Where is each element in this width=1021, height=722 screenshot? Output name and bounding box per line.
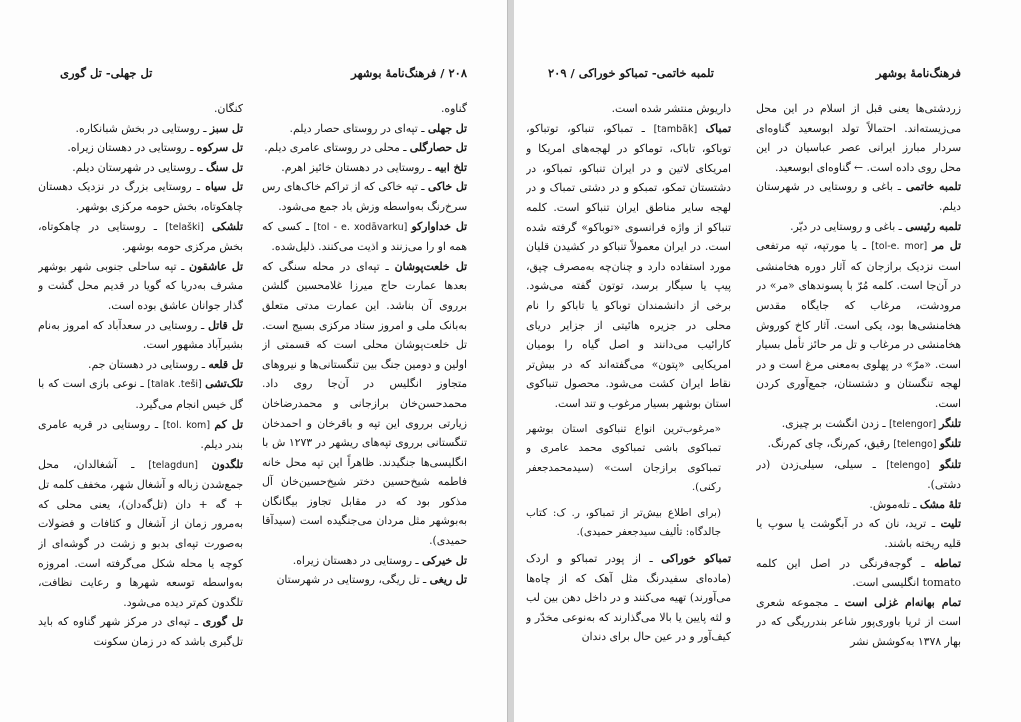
entry-headword: تل گوری bbox=[202, 615, 243, 629]
entry-definition: ـ روستایی در دهستان خائیز اهرم. bbox=[281, 160, 435, 174]
entry-headword: تلنگر bbox=[939, 416, 961, 430]
dictionary-entry bbox=[756, 593, 961, 652]
entry-definition: ـ یا مورتپه، تپه مرتفعی است نزدیک برازجان که آثار دوره هخامنشی در آن‌جا است. کلمه مُرّ با پسوندهای «مر» در مرودشت، مرغاب که جایگاه مقدس هخامنشی‌ها بود، یکی است. آثار کاخ کوروش هخامنشی در مرغاب و تل مر حائز تأمل بسیار است. «مرّ» در پهلوی به‌معنی مرغ است و در لهجه تنگستان و دشتستان، جمع‌آوری کردن است. bbox=[756, 239, 961, 410]
entry-definition: ـ مجموعه شعری است از ثریا باوری‌پور شاعر بندرریگی که در بهار ۱۳۷۸ به‌کوشش نشر bbox=[756, 595, 961, 649]
entry-definition: داریوش منتشر شده است. bbox=[611, 102, 731, 115]
page-number-title: ۲۰۸ / فرهنگ‌نامهٔ بوشهر bbox=[351, 66, 467, 80]
entry-headword: تل سنگ bbox=[206, 160, 243, 174]
entry-headword: تل قلعه bbox=[208, 357, 243, 371]
entry-definition: ـ کسی که همه او را می‌زنند و اذیت می‌کنند. ذلیل‌شده. bbox=[262, 219, 467, 254]
entry-definition: ـ باغی و روستایی در دیّر. bbox=[790, 219, 906, 233]
entry-transliteration: [tambāk] bbox=[653, 123, 706, 135]
dictionary-entry bbox=[38, 217, 243, 257]
entry-headword: تل خلعت‌پوشان bbox=[394, 259, 467, 273]
dictionary-entry bbox=[756, 455, 961, 495]
dictionary-entry bbox=[756, 495, 961, 515]
entry-definition: ـ روستایی در سعدآباد که امروز به‌نام بشیرآباد مشهور است. bbox=[38, 318, 243, 352]
entry-definition: ـ نوعی بازی است که با گل خیس انجام می‌گیرد. bbox=[38, 377, 243, 411]
entry-definition: ـ ترید، نان که در آبگوشت یا سوپ یا قلیه ریخته باشند. bbox=[756, 517, 961, 551]
dictionary-entry bbox=[756, 414, 961, 435]
dictionary-entry bbox=[262, 138, 467, 158]
entry-range: تلمبه خاتمی- تمباکو خوراکی / ۲۰۹ bbox=[548, 66, 714, 80]
entry-headword: تماطه bbox=[934, 556, 961, 570]
dictionary-entry bbox=[38, 316, 243, 355]
dictionary-entry bbox=[526, 420, 731, 498]
dictionary-entry bbox=[38, 415, 243, 455]
column-right bbox=[756, 99, 961, 699]
entry-definition: ـ تله‌موش. bbox=[869, 497, 920, 511]
page-header bbox=[60, 66, 467, 86]
entry-definition: کنگان. bbox=[213, 102, 243, 115]
entry-definition: ـ آشغالدان، محل جمع‌شدن زباله و آشغال شهر، مخفف کلمه تل + گه + دان (تل‌گه‌دان)، یعنی محلی که به‌مرور زمان از آشغال و کثافات و فضولات به‌صورت تپه‌ای بدبو و زشت در گوشه‌ای از کوچه یا محله شکل می‌گرفته است. امروزه به‌واسطه توسعه شهرها و رعایت نظافت، تلگدون کم‌تر دیده می‌شود. bbox=[38, 457, 243, 609]
dictionary-entry bbox=[38, 99, 243, 119]
entry-definition: ـ زدن انگشت بر چیزی. bbox=[781, 416, 889, 430]
dictionary-entry bbox=[262, 551, 467, 571]
entry-definition: (برای اطلاع بیش‌تر از تمباکو، ر. ک: کتاب جالدگاه: تألیف سیدجعفر حمیدی). bbox=[526, 506, 721, 539]
dictionary-entry bbox=[38, 119, 243, 139]
entry-transliteration: [talak .teši] bbox=[147, 379, 206, 391]
entry-transliteration: [tol-e. mor] bbox=[871, 241, 933, 253]
entry-headword: تلیت bbox=[940, 517, 961, 531]
dictionary-entry bbox=[38, 612, 243, 651]
entry-transliteration: [telengo] bbox=[893, 439, 940, 451]
dictionary-entry bbox=[38, 355, 243, 375]
dictionary-entry bbox=[262, 158, 467, 178]
left-page bbox=[0, 0, 508, 722]
entry-definition: رقیق، کم‌رنگ، چای کم‌رنگ. bbox=[767, 437, 894, 451]
entry-headword: تلشکی bbox=[211, 219, 243, 233]
dictionary-entry bbox=[756, 434, 961, 455]
entry-headword: تل سیاه bbox=[205, 180, 243, 194]
dictionary-entry bbox=[756, 236, 961, 413]
dictionary-entry bbox=[756, 514, 961, 553]
entry-transliteration: [tol. kom] bbox=[162, 419, 215, 431]
entry-definition: ـ روستایی در قریه عامری بندر دیلم. bbox=[38, 417, 243, 452]
entry-transliteration: [telagdun] bbox=[148, 459, 212, 471]
entry-definition: زردشتی‌ها یعنی قبل از اسلام در این محل می‌زیسته‌اند. احتمالاً تولد ابوسعید گناوه‌ای سردار مبارز ایرانی عصر عباسیان در این محل روی داده است. ← گناوه‌ای ابوسعید. bbox=[756, 102, 961, 174]
entry-headword: تل خاکی bbox=[427, 180, 467, 194]
entry-headword: تلنگو bbox=[939, 457, 961, 471]
entry-definition: ـ از پودر تمباکو و اردک (ماده‌ای سفیدرنگ مثل آهک که از چاه‌ها می‌آورند) تهیه می‌کنند و در داخل دهن بین لب و لثه پایین یا بالا می‌گذارند که به‌نوعی مخدّر و کیف‌آور و در عین حال برای دندان bbox=[526, 552, 731, 644]
entry-headword: تلهٔ مشک bbox=[919, 497, 961, 511]
dictionary-entry bbox=[262, 99, 467, 119]
entry-headword: تل قاتل bbox=[208, 318, 243, 332]
entry-headword: تل سبز bbox=[209, 121, 243, 135]
dictionary-entry bbox=[262, 217, 467, 257]
entry-definition: ـ روستایی در بخش شبانکاره. bbox=[75, 121, 210, 135]
entry-headword: تلمبه خاتمی bbox=[905, 180, 961, 194]
entry-headword: تل جهلی bbox=[427, 121, 467, 135]
entry-definition: ـ تپه‌ای در مرکز شهر گناوه که باید تل‌گبری باشد که در زمان سکونت bbox=[38, 615, 243, 649]
entry-definition: ـ تپه‌ای در محله سنگی که بعدها عمارت حاج میرزا غلامحسین گلشن برروی آن بناشد. این عمارت مدتی متعلق به‌بانک ملی و امروز ستاد مرکزی بسیج است. تل خلعت‌پوشان محلی است که قسمتی از اولین و دومین جنگ بین تنگستانی‌ها و نیروهای متجاوز انگلیس در آن‌جا روی داد. محمدحسن‌خان برازجانی و محمدرضاخان زیارتی برروی این تپه و باقرخان و احمدخان تنگستانی برروی تپه‌های ریشهر در ۱۲۷۳ ش با انگلیسی‌ها جنگیدند. ظاهراً این تپه محل خانه فاطمه شیخ‌حسین دختر شیخ‌حسین‌خان آل مذکور بود که در مقابل تجاوز بیگانگان به‌بوشهر مثل مردان می‌جنگیده است (سیدآقا حمیدی). bbox=[262, 259, 467, 548]
entry-transliteration: [tol - e. xodāvarku] bbox=[313, 221, 412, 233]
entry-definition: «مرغوب‌ترین انواع تنباکوی استان بوشهر تمباکوی باشی تمباکوی محمد عامری و تمباکوی برازجان است» (سیدمحمدجعفر رکنی). bbox=[526, 422, 721, 494]
entry-headword: تلخ ابیه bbox=[434, 160, 467, 174]
entry-headword: تلک‌تشی bbox=[205, 377, 243, 391]
entry-headword: تل حصارگلی bbox=[409, 141, 467, 155]
entry-definition: ـ روستایی در دهستان جم. bbox=[88, 357, 209, 371]
entry-definition: ـ روستایی در چاهکوتاه، بخش مرکزی حومه بوشهر. bbox=[38, 219, 243, 254]
dictionary-entry bbox=[38, 455, 243, 613]
entry-headword: تمباکو خوراکی bbox=[661, 552, 731, 566]
entry-definition: ـ سیلی، سیلی‌زدن (در دشتی). bbox=[756, 457, 961, 492]
page-header bbox=[548, 66, 961, 86]
entry-headword: تمباک bbox=[705, 121, 731, 135]
entry-headword: تل عاشقون bbox=[189, 259, 243, 273]
dictionary-entry bbox=[262, 570, 467, 590]
dictionary-entry bbox=[526, 504, 731, 543]
book-title: فرهنگ‌نامهٔ بوشهر bbox=[875, 66, 961, 80]
dictionary-entry bbox=[756, 554, 961, 593]
entry-headword: تل ریغی bbox=[429, 573, 467, 587]
entry-definition: گناوه. bbox=[441, 102, 467, 115]
entry-definition: ـ گوجه‌فرنگی در اصل این کلمه tomato انگلیسی است. bbox=[756, 556, 961, 590]
entry-transliteration: [telengo] bbox=[886, 459, 940, 471]
entry-definition: ـ تپه ساحلی جنوبی شهر بوشهر مشرف به‌دریا که گویا در قدیم محل گشت و گذار جوانان عاشق بوده است. bbox=[38, 259, 243, 312]
dictionary-entry bbox=[262, 177, 467, 216]
dictionary-entry bbox=[38, 177, 243, 216]
entry-headword: تل سرکوه bbox=[196, 141, 243, 155]
entry-transliteration: [telaški] bbox=[165, 221, 212, 233]
dictionary-entry bbox=[38, 158, 243, 178]
dictionary-entry bbox=[526, 99, 731, 119]
entry-definition: ـ روستایی در دهستان زیراه. bbox=[67, 141, 197, 155]
dictionary-entry bbox=[756, 177, 961, 216]
entry-headword: تل مر bbox=[932, 239, 961, 253]
entry-headword: تل کم bbox=[214, 417, 243, 431]
entry-definition: ـ تمباکو، تنباکو، توتباکو، توباکو، تاباک، توماکو در لهجه‌های امریکا و امریکای لاتین و در ایران تنباکو، تمباکو، در دشتستان تمکو، تمبکو و در دشتی تمباک و در لهجه سایر مناطق ایران تنباکو است. کلمه تنباکو از واژه فرانسوی «توباکو» گرفته شده است. در ایران معمولاً تنباکو در کشیدن قلیان مورد استفاده دارد و چنان‌چه به‌مصرف چپق، پیپ یا سیگار برسد، توتون گفته می‌شود. برخی از دانشمندان توباکو یا تاباکو را نام محلی در جزیره هائیتی از جزایر دریای کارائیب می‌دانند و اصل گیاه را بومیان امریکایی «پتون» می‌گفته‌اند که در بیش‌تر نقاط ایران کشت می‌شود. محصول تنباکوی استان بوشهر بسیار مرغوب و تند است. bbox=[526, 121, 731, 410]
entry-definition: ـ تپه خاکی که از تراکم خاک‌های رس سرخ‌رنگ به‌واسطه وزش باد جمع می‌شود. bbox=[262, 180, 467, 213]
column-right bbox=[262, 99, 467, 699]
dictionary-entry bbox=[38, 374, 243, 414]
entry-headword: تمام بهانه‌ام غزلی است bbox=[844, 595, 961, 609]
entry-definition: ـ تل ریگی، روستایی در شهرستان bbox=[276, 573, 430, 587]
entry-definition: ـ باغی و روستایی در شهرستان دیلم. bbox=[756, 180, 961, 213]
entry-definition: ـ تپه‌ای در روستای حصار دیلم. bbox=[289, 121, 428, 135]
dictionary-entry bbox=[38, 257, 243, 316]
dictionary-entry bbox=[526, 119, 731, 414]
entry-headword: تلنگو bbox=[939, 437, 961, 451]
dictionary-entry bbox=[756, 99, 961, 177]
entry-definition: ـ محلی در روستای عامری دیلم. bbox=[264, 141, 410, 155]
entry-headword: تلمبه رئیسی bbox=[905, 219, 961, 233]
dictionary-entry bbox=[262, 257, 467, 551]
entry-headword: تل خیرکی bbox=[422, 553, 467, 567]
dictionary-entry bbox=[526, 549, 731, 647]
entry-transliteration: [telengor] bbox=[888, 418, 940, 430]
entry-headword: تل خداوارکو bbox=[411, 219, 467, 233]
entry-definition: ـ روستایی در شهرستان دیلم. bbox=[72, 160, 207, 174]
dictionary-entry bbox=[38, 138, 243, 158]
entry-headword: تلگدون bbox=[211, 457, 243, 471]
column-left bbox=[526, 99, 731, 699]
entry-definition: ـ روستایی بزرگ در نزدیک دهستان چاهکوتاه، بخش حومه مرکزی بوشهر. bbox=[38, 180, 243, 213]
entry-definition: ـ روستایی در دهستان زیراه. bbox=[292, 553, 423, 567]
dictionary-entry bbox=[262, 119, 467, 139]
entry-range: تل جهلی- تل گوری bbox=[60, 66, 153, 80]
column-left bbox=[38, 99, 243, 699]
right-page bbox=[514, 0, 1021, 722]
dictionary-entry bbox=[756, 217, 961, 237]
